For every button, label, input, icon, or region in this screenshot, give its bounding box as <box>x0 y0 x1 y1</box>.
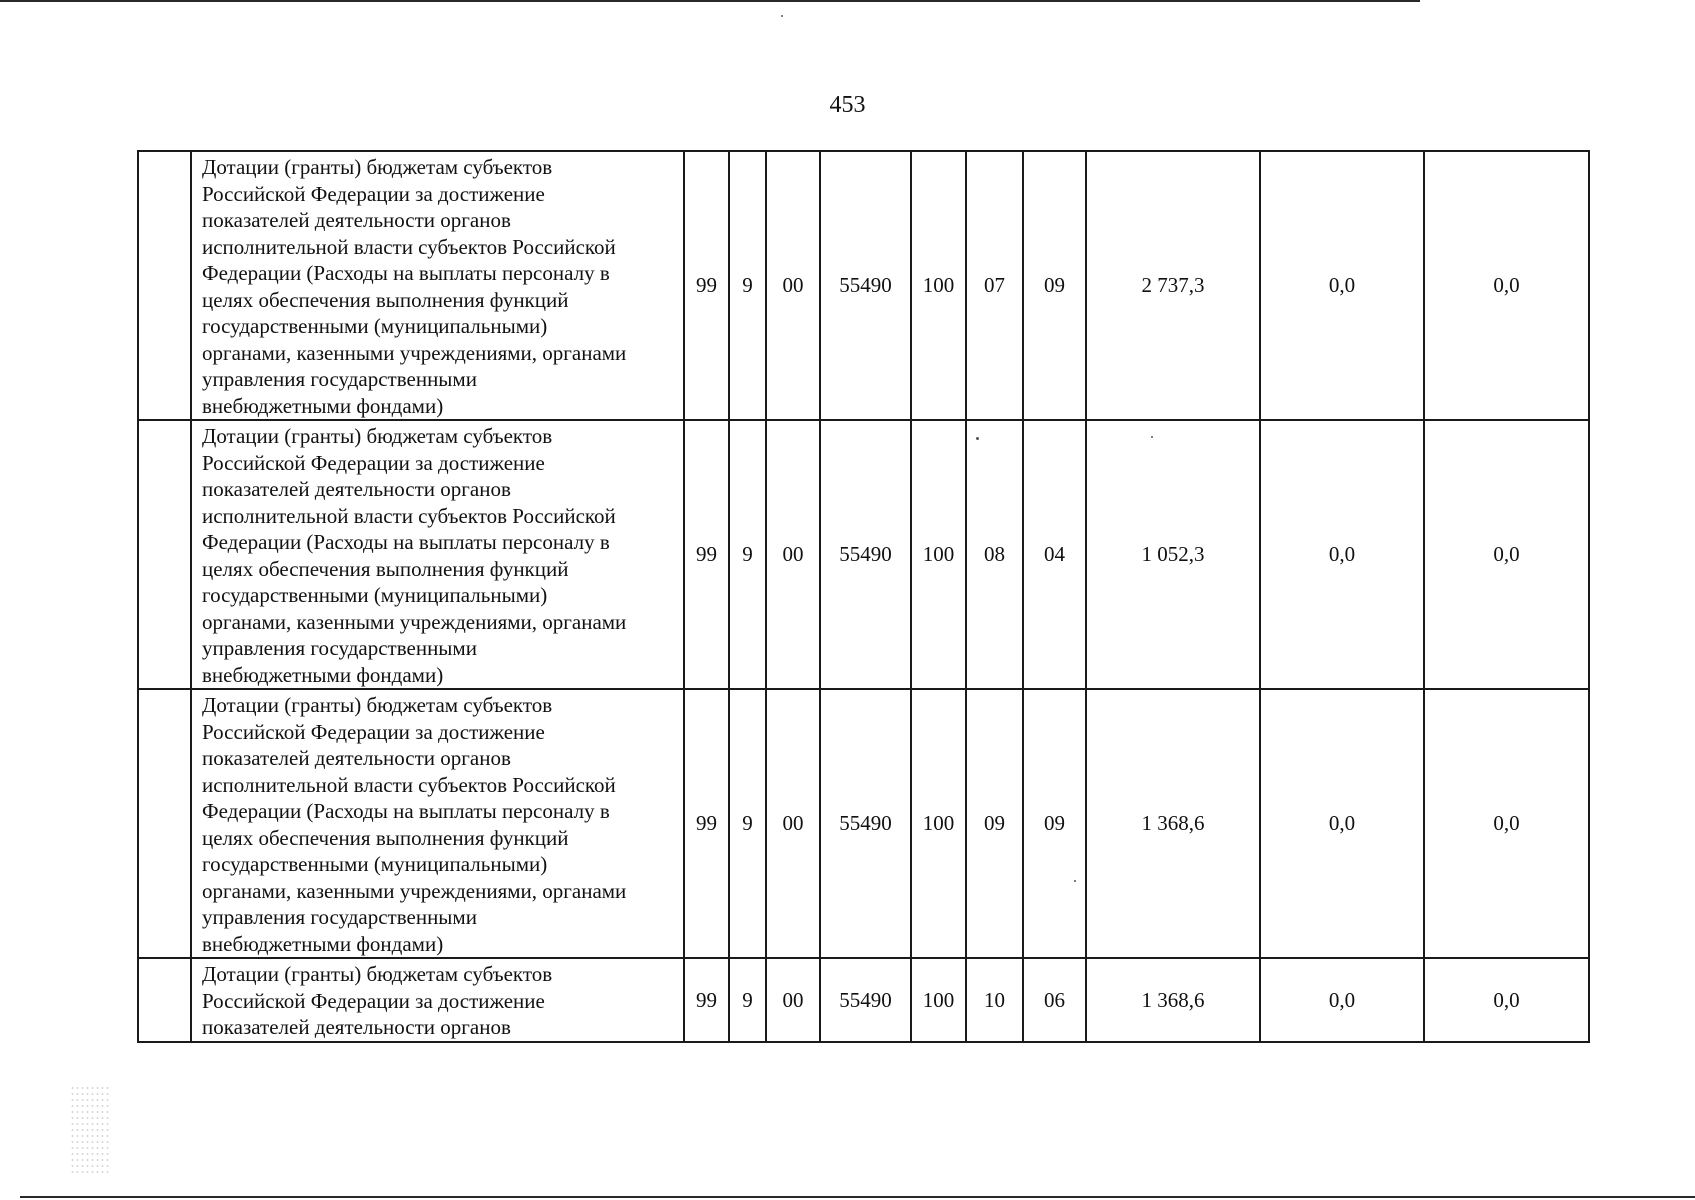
expense-type-cell: 100 <box>911 689 966 958</box>
event-code-cell: 00 <box>766 420 820 689</box>
program-code-cell: 99 <box>684 689 729 958</box>
row-number-cell <box>138 689 191 958</box>
subsection-cell: 04 <box>1023 420 1086 689</box>
section-cell: 09 <box>966 689 1023 958</box>
subprogram-code-cell: 9 <box>729 689 766 958</box>
section-cell: 08 <box>966 420 1023 689</box>
description-cell: Дотации (гранты) бюджетам субъектов Российской Федерации за достижение показателей деятельности органов исполнительной власти субъектов Российской Федерации (Расходы на выплаты персоналу в целях обеспечения выполнения функций государственными (муниципальными) органами, казенными учреждениями, органами управления государственными внебюджетными фондами) <box>191 689 684 958</box>
table-row <box>138 420 1589 689</box>
subprogram-code-cell: 9 <box>729 151 766 420</box>
description-cell: Дотации (гранты) бюджетам субъектов Российской Федерации за достижение показателей деятельности органов исполнительной власти субъектов Российской Федерации (Расходы на выплаты персоналу в целях обеспечения выполнения функций государственными (муниципальными) органами, казенными учреждениями, органами управления государственными внебюджетными фондами) <box>191 151 684 420</box>
table-row <box>138 689 1589 958</box>
row-number-cell <box>138 958 191 1042</box>
subprogram-code-cell: 9 <box>729 958 766 1042</box>
amount-year3-cell: 0,0 <box>1424 689 1589 958</box>
event-code-cell: 00 <box>766 151 820 420</box>
subsection-cell: 09 <box>1023 151 1086 420</box>
section-cell: 07 <box>966 151 1023 420</box>
amount-year3-cell: 0,0 <box>1424 420 1589 689</box>
section-cell: 10 <box>966 958 1023 1042</box>
amount-year2-cell: 0,0 <box>1260 151 1424 420</box>
subsection-cell: 09 <box>1023 689 1086 958</box>
expense-type-cell: 100 <box>911 151 966 420</box>
budget-table <box>137 150 1590 1043</box>
scan-speck <box>781 15 783 17</box>
amount-year1-cell: 1 052,3 <box>1086 420 1260 689</box>
amount-year3-cell: 0,0 <box>1424 958 1589 1042</box>
event-code-cell: 00 <box>766 689 820 958</box>
amount-year2-cell: 0,0 <box>1260 689 1424 958</box>
row-number-cell <box>138 420 191 689</box>
scan-edge-top <box>0 0 1420 2</box>
subprogram-code-cell: 9 <box>729 420 766 689</box>
event-code-cell: 00 <box>766 958 820 1042</box>
amount-year3-cell: 0,0 <box>1424 151 1589 420</box>
direction-code-cell: 55490 <box>820 689 911 958</box>
amount-year2-cell: 0,0 <box>1260 958 1424 1042</box>
table-row <box>138 958 1589 1042</box>
table-row <box>138 151 1589 420</box>
amount-year2-cell: 0,0 <box>1260 420 1424 689</box>
expense-type-cell: 100 <box>911 420 966 689</box>
description-cell: Дотации (гранты) бюджетам субъектов Российской Федерации за достижение показателей деятельности органов <box>191 958 684 1042</box>
page-number: 453 <box>829 92 866 118</box>
subsection-cell: 06 <box>1023 958 1086 1042</box>
expense-type-cell: 100 <box>911 958 966 1042</box>
amount-year1-cell: 1 368,6 <box>1086 958 1260 1042</box>
scan-noise <box>70 1085 110 1175</box>
description-cell: Дотации (гранты) бюджетам субъектов Российской Федерации за достижение показателей деятельности органов исполнительной власти субъектов Российской Федерации (Расходы на выплаты персоналу в целях обеспечения выполнения функций государственными (муниципальными) органами, казенными учреждениями, органами управления государственными внебюджетными фондами) <box>191 420 684 689</box>
row-number-cell <box>138 151 191 420</box>
direction-code-cell: 55490 <box>820 151 911 420</box>
scan-edge-bottom <box>20 1196 1695 1198</box>
program-code-cell: 99 <box>684 420 729 689</box>
amount-year1-cell: 1 368,6 <box>1086 689 1260 958</box>
program-code-cell: 99 <box>684 958 729 1042</box>
direction-code-cell: 55490 <box>820 420 911 689</box>
program-code-cell: 99 <box>684 151 729 420</box>
direction-code-cell: 55490 <box>820 958 911 1042</box>
amount-year1-cell: 2 737,3 <box>1086 151 1260 420</box>
